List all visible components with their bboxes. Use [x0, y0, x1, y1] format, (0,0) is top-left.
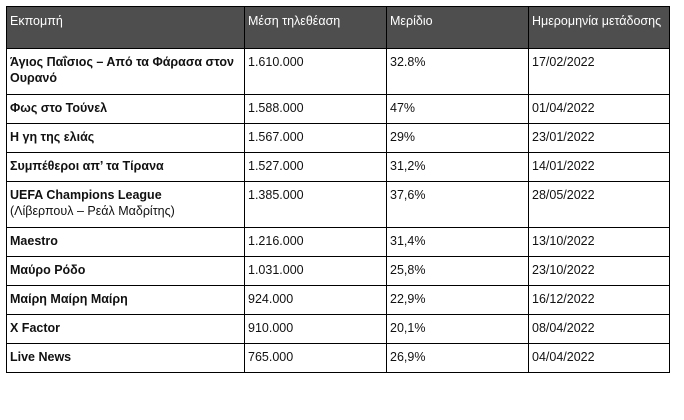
table-row	[7, 49, 670, 95]
table-row	[7, 286, 670, 315]
viewership-cell: 924.000	[245, 286, 387, 315]
date-cell: 01/04/2022	[529, 95, 670, 124]
date-cell: 13/10/2022	[529, 228, 670, 257]
table-row	[7, 344, 670, 373]
show-name-cell: Συμπέθεροι απ’ τα Τίρανα	[7, 153, 245, 182]
viewership-cell: 1.031.000	[245, 257, 387, 286]
header-share: Μερίδιο	[387, 7, 529, 49]
show-name-cell	[7, 182, 245, 228]
table-row	[7, 153, 670, 182]
table-row	[7, 124, 670, 153]
header-viewership: Μέση τηλεθέαση	[245, 7, 387, 49]
share-cell: 25,8%	[387, 257, 529, 286]
date-cell: 08/04/2022	[529, 315, 670, 344]
header-show: Εκπομπή	[7, 7, 245, 49]
viewership-cell: 1.588.000	[245, 95, 387, 124]
viewership-cell: 1.527.000	[245, 153, 387, 182]
table-row	[7, 182, 670, 228]
table-row	[7, 228, 670, 257]
show-name-cell: Live News	[7, 344, 245, 373]
table-row	[7, 257, 670, 286]
table-row	[7, 315, 670, 344]
show-name-cell: Μαίρη Μαίρη Μαίρη	[7, 286, 245, 315]
date-cell: 23/01/2022	[529, 124, 670, 153]
share-cell: 20,1%	[387, 315, 529, 344]
viewership-cell: 1.567.000	[245, 124, 387, 153]
share-cell: 29%	[387, 124, 529, 153]
date-cell: 17/02/2022	[529, 49, 670, 95]
show-name-cell: Η γη της ελιάς	[7, 124, 245, 153]
viewership-cell: 1.385.000	[245, 182, 387, 228]
date-cell: 04/04/2022	[529, 344, 670, 373]
viewership-cell: 910.000	[245, 315, 387, 344]
share-cell: 37,6%	[387, 182, 529, 228]
viewership-cell: 765.000	[245, 344, 387, 373]
share-cell: 31,2%	[387, 153, 529, 182]
viewership-cell: 1.216.000	[245, 228, 387, 257]
share-cell: 32.8%	[387, 49, 529, 95]
show-name-main: UEFA Champions League	[10, 188, 162, 202]
share-cell: 31,4%	[387, 228, 529, 257]
show-name-cell: X Factor	[7, 315, 245, 344]
viewership-cell: 1.610.000	[245, 49, 387, 95]
share-cell: 47%	[387, 95, 529, 124]
date-cell: 23/10/2022	[529, 257, 670, 286]
share-cell: 26,9%	[387, 344, 529, 373]
table-row	[7, 95, 670, 124]
share-cell: 22,9%	[387, 286, 529, 315]
show-name-cell: Άγιος Παΐσιος – Από τα Φάρασα στον Ουρανό	[7, 49, 245, 95]
show-name-cell: Maestro	[7, 228, 245, 257]
date-cell: 28/05/2022	[529, 182, 670, 228]
show-name-cell: Φως στο Τούνελ	[7, 95, 245, 124]
header-date: Ημερομηνία μετάδοσης	[529, 7, 670, 49]
date-cell: 16/12/2022	[529, 286, 670, 315]
show-name-cell: Μαύρο Ρόδο	[7, 257, 245, 286]
ratings-table	[6, 6, 670, 373]
header-row	[7, 7, 670, 49]
show-name-subtitle: (Λίβερπουλ – Ρεάλ Μαδρίτης)	[10, 204, 175, 218]
date-cell: 14/01/2022	[529, 153, 670, 182]
